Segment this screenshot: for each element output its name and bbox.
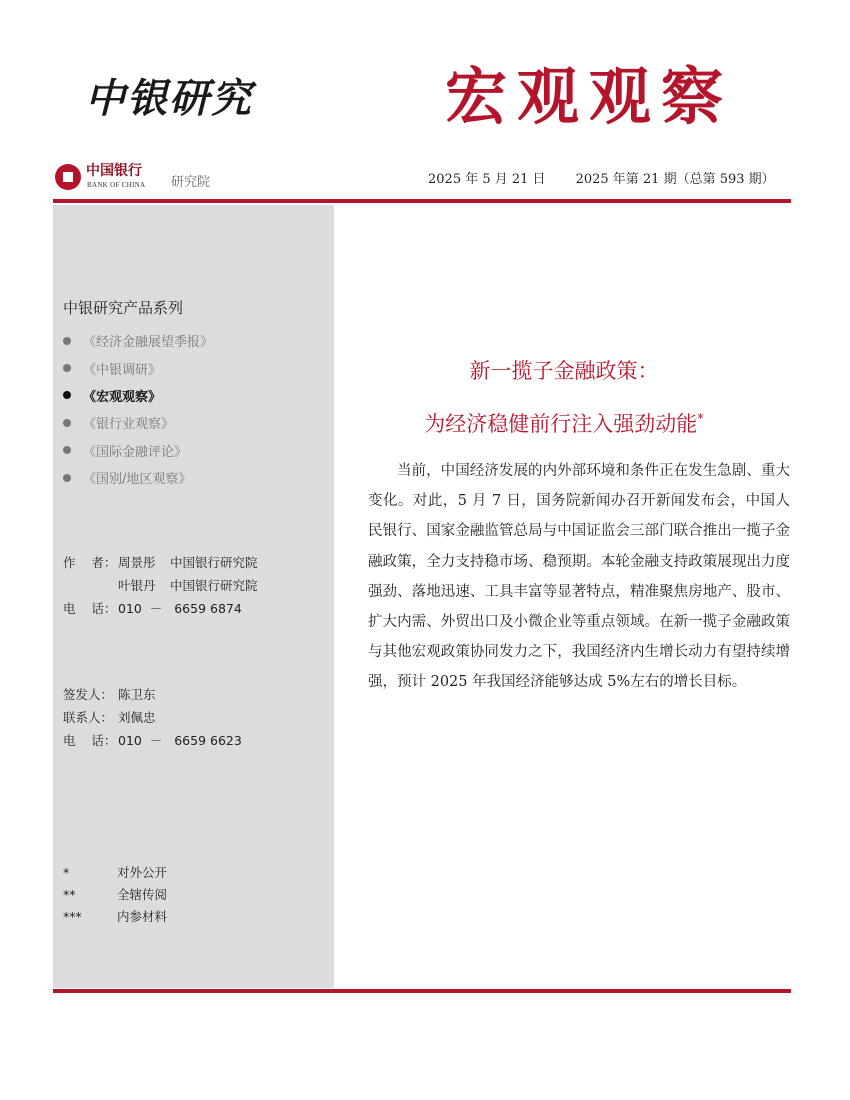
issue-info [428, 168, 775, 187]
signer-name: 陈卫东 [118, 687, 156, 702]
article-title-text: 为经济稳健前行注入强劲动能 [424, 412, 698, 436]
legend-row [63, 884, 167, 906]
sidebar [53, 205, 334, 988]
distribution-legend [63, 862, 167, 928]
header-divider [53, 199, 791, 203]
legend-stars: ** [63, 887, 76, 902]
article-title-line2 [334, 408, 794, 438]
series-item-label: 《银行业观察》 [83, 417, 175, 433]
legend-row [63, 862, 167, 884]
phone-label: 电 话： [63, 733, 117, 748]
author-row [63, 574, 258, 597]
series-item [63, 327, 213, 354]
author-row [63, 551, 258, 574]
author-label: 作 者： [63, 555, 117, 570]
bullet-icon [63, 446, 71, 454]
series-item-label: 《国际金融评论》 [83, 444, 188, 460]
contact-label: 联系人： [63, 710, 114, 725]
series-item-label: 《经济金融展望季报》 [83, 335, 214, 351]
phone-number: 010 － 6659 6874 [118, 601, 242, 616]
legend-stars: * [63, 865, 70, 880]
footer-divider [53, 989, 791, 993]
author-affiliation: 中国银行研究院 [170, 555, 258, 570]
legend-label: 全辖传阅 [117, 887, 168, 902]
author-affiliation: 中国银行研究院 [170, 578, 258, 593]
bank-of-china-logo [55, 162, 165, 192]
contact-row [63, 706, 242, 729]
series-title: 中银研究产品系列 [63, 299, 184, 317]
signer-label: 签发人： [63, 687, 114, 702]
authors-block [63, 551, 258, 620]
boc-emblem-icon [55, 164, 81, 190]
series-item-label: 《中银调研》 [83, 362, 162, 378]
contact-name: 刘佩忠 [118, 710, 156, 725]
bullet-icon [63, 474, 71, 482]
series-item [63, 409, 213, 436]
article-title-line1: 新一揽子金融政策： [469, 359, 659, 383]
institute-label: 研究院 [171, 175, 211, 190]
legend-row [63, 906, 167, 928]
report-type-title: 宏观观察 [445, 60, 734, 133]
phone-row [63, 729, 242, 752]
bank-name-en: BANK OF CHINA [87, 181, 146, 189]
bullet-icon [63, 364, 71, 372]
bullet-icon [63, 419, 71, 427]
author-name: 周景彤 [118, 555, 156, 570]
signer-row [63, 683, 242, 706]
legend-label: 对外公开 [117, 865, 168, 880]
signoff-block [63, 683, 242, 752]
series-item-label: 《国别/地区观察》 [83, 472, 192, 488]
article-abstract: 当前，中国经济发展的内外部环境和条件正在发生急剧、重大变化。对此，5 月 7 日，国务院新闻办召开新闻发布会，中国人民银行、国家金融监管总局与中国证监会三部门联合推出一揽子金融政策，全力支持稳市场、稳预期。本轮金融支持政策展现出力度强劲、落地迅速、工具丰富等显著特点，精准聚焦房地产、股市、扩大内需、外贸出口及小微企业等重点领域。在新一揽子金融政策与其他宏观政策协同发力之下，我国经济内生增长动力有望持续增强，预计 2025 年我国经济能够达成 5%左右的增长目标。 [368, 463, 790, 691]
publication-date: 2025 年 5 月 21 日 [428, 172, 546, 187]
legend-label: 内参材料 [117, 909, 168, 924]
brand-calligraphy-logo: 中银研究 [85, 75, 253, 122]
series-item [63, 354, 213, 381]
series-list [63, 327, 213, 491]
bullet-icon [63, 391, 71, 399]
phone-label: 电 话： [63, 601, 117, 616]
footnote-mark: * [697, 412, 704, 427]
series-item [63, 464, 213, 491]
author-name: 叶银丹 [118, 578, 156, 593]
legend-stars: *** [63, 909, 82, 924]
series-item-label: 《宏观观察》 [83, 389, 162, 405]
series-item [63, 437, 213, 464]
bank-name-cn: 中国银行 [86, 163, 142, 179]
phone-row [63, 597, 258, 620]
bullet-icon [63, 337, 71, 345]
series-item-active [63, 382, 213, 409]
phone-number: 010 － 6659 6623 [118, 733, 242, 748]
issue-number: 2025 年第 21 期（总第 593 期） [575, 172, 775, 187]
